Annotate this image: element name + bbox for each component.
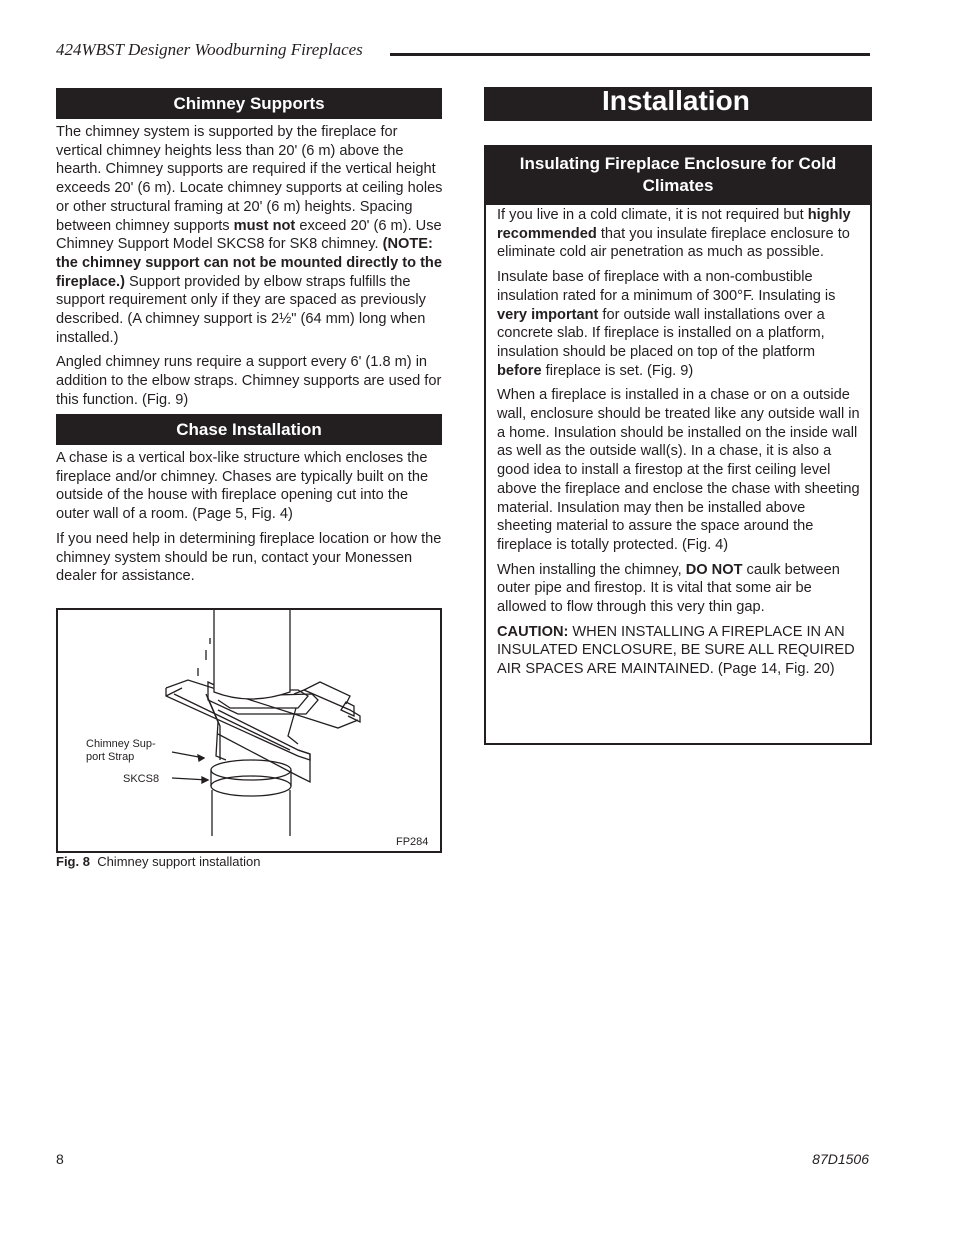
box-body (497, 206, 863, 685)
caption-text: Chimney support installation (97, 854, 261, 869)
chase-paragraph-2: If you need help in determining fireplace location or how the chimney system should be run, contact your Monessen dealer for assistance. (56, 530, 442, 585)
page-number: 8 (56, 1151, 64, 1167)
text-run: that you insulate fireplace enclosure to eliminate cold air penetration as much as possible. (497, 225, 850, 261)
chimney-supports-body (56, 123, 444, 416)
section-heading-chimney-supports: Chimney Supports (56, 88, 442, 119)
label-line-1: Chimney Sup- (86, 738, 156, 750)
insulating-paragraph-3: When a fireplace is installed in a chase or on a outside wall, enclosure should be treated like any outside wall in a home. Insulation should be installed on the inside wall as well as the outside wall(s). In a chase, it is also a good idea to install a firestop at the first ceiling level above the fireplace and enclose the chase with sheeting material. Insulation may then be installed above sheeting material to assure the space around the fireplace is totally protected. (Fig. 4) (497, 387, 860, 553)
chase-installation-body (56, 449, 444, 592)
label-chimney-support-strap (86, 738, 156, 764)
text-run: for outside wall installations over a concrete slab. If fireplace is installed on a platform, insulation should be placed on top of the platform (497, 306, 825, 360)
chase-paragraph-1: A chase is a vertical box-like structure which encloses the fireplace and/or chimney. Chases are typically built on the outside of the house with fireplace opening cut into the outer wall of a room. (Page 5, Fig. 4) (56, 450, 429, 523)
text-run: If you live in a cold climate, it is not required but (497, 207, 808, 223)
emphasis-highly-recommended: highly recommended (497, 207, 851, 242)
emphasis-do-not: DO NOT (685, 561, 743, 578)
text-run: Insulate base of fireplace with a non-combustible insulation rated for a minimum of 300°F. Insulating is (497, 269, 836, 304)
insulating-paragraph-2 (497, 268, 863, 380)
label-line-2: port Strap (86, 751, 135, 763)
emphasis-note: (NOTE: the chimney support can not be mounted directly to the fireplace.) (56, 236, 442, 290)
figure-code: FP284 (396, 836, 429, 848)
emphasis-caution: CAUTION: (497, 623, 569, 640)
text-run: fireplace is set. (Fig. 9) (541, 362, 694, 379)
box-heading: Insulating Fireplace Enclosure for Cold Climates (486, 147, 870, 205)
emphasis-very-important: very important (497, 306, 599, 323)
header-rule (390, 53, 870, 56)
insulating-paragraph-1 (497, 206, 863, 262)
figure-8-caption (56, 854, 261, 869)
figure-8-frame (56, 608, 442, 853)
running-header-title: 424WBST Designer Woodburning Fireplaces (56, 40, 363, 59)
chimney-supports-paragraph-1 (56, 123, 444, 347)
caption-number: Fig. 8 (56, 854, 90, 869)
label-skcs8: SKCS8 (123, 773, 160, 785)
text-run: Support provided by elbow straps fulfills the support requirement only if they are spaced as previously described. (A chimney support is 2½" (64 mm) long when installed.) (56, 273, 426, 346)
text-run: exceed 20' (6 m). Use Chimney Support Model SKCS8 for SK8 chimney. (56, 217, 442, 253)
insulating-enclosure-box (484, 145, 872, 745)
document-number: 87D1506 (812, 1151, 869, 1167)
emphasis-before: before (497, 362, 542, 379)
text-run: When installing the chimney, (497, 561, 686, 578)
emphasis-must-not: must not (233, 217, 296, 234)
chimney-support-illustration (58, 610, 440, 851)
text-run: caulk between outer pipe and firestop. It is vital that some air be allowed to flow through this very thin gap. (497, 561, 840, 616)
page-title-installation: Installation (484, 87, 872, 121)
text-run: The chimney system is supported by the fireplace for vertical chimney heights less than 20' (6 m) above the hearth. Chimney supports are required if the vertical height exceeds 20' (6 m). Locate chimney supports at ceiling holes or other structural framing at 20' (6 m) heights. Spacing between chimney supports (56, 124, 443, 234)
chimney-supports-paragraph-2: Angled chimney runs require a support every 6' (1.8 m) in addition to the elbow straps. Chimney supports are used for this function. (Fig. 9) (56, 354, 442, 408)
text-run: WHEN INSTALLING A FIREPLACE IN AN INSULATED ENCLOSURE, BE SURE ALL REQUIRED AIR SPACES ARE MAINTAINED. (Page 14, Fig. 20) (497, 623, 855, 678)
insulating-paragraph-4 (497, 561, 863, 617)
section-heading-chase-installation: Chase Installation (56, 414, 442, 445)
insulating-caution (497, 623, 863, 679)
